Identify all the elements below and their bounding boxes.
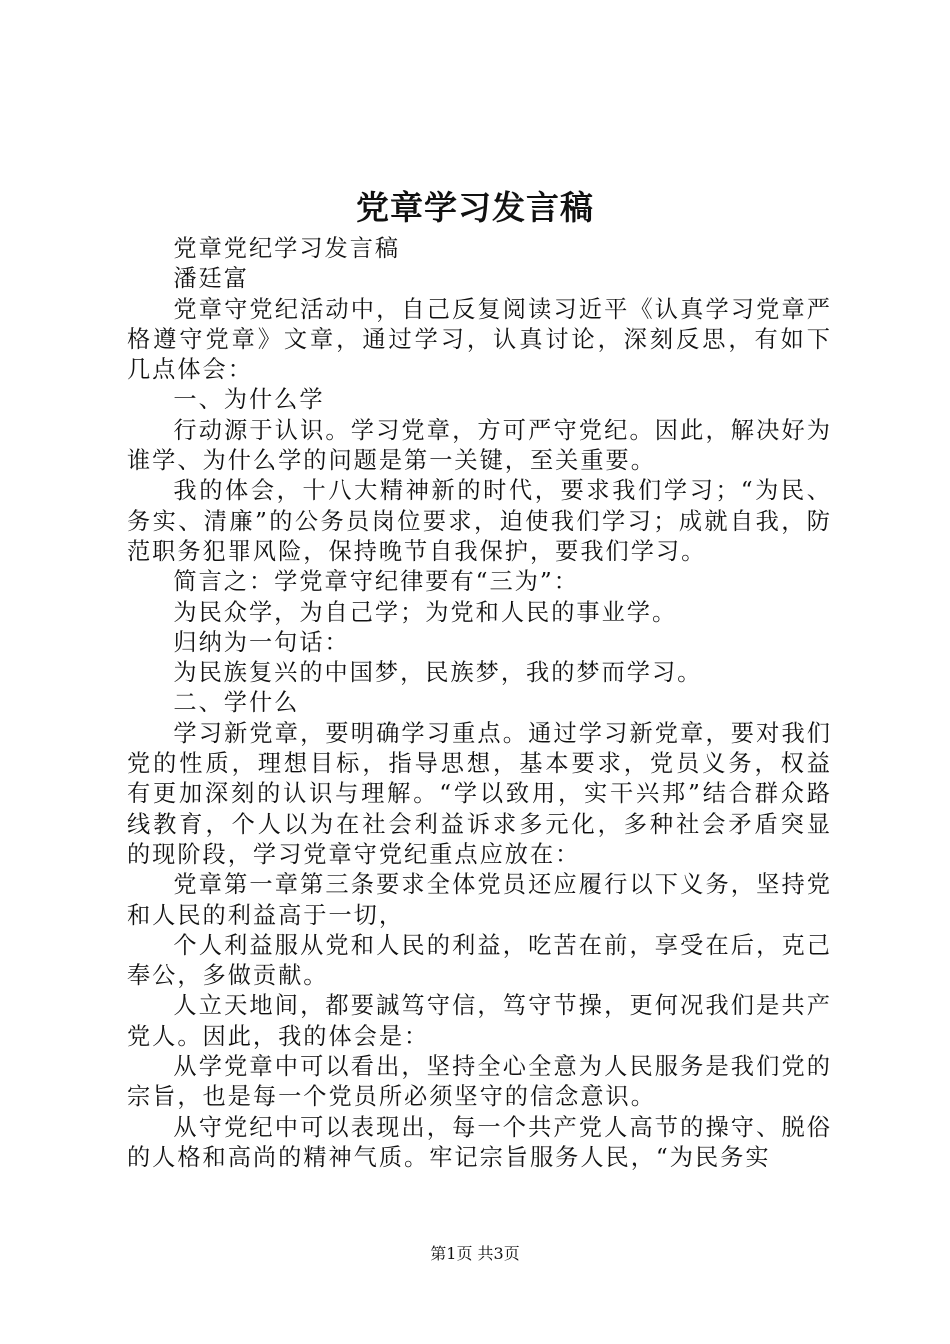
paragraph: 为民众学，为自己学；为党和人民的事业学。 (173, 598, 678, 626)
section-heading: 二、学什么 (173, 689, 300, 717)
paragraph: 从守党纪中可以表现出，每一个共产党人高节的操守、脱俗的人格和高尚的精神气质。牢记宗旨服务人民，“为民务实 (127, 1113, 832, 1171)
paragraph: 从学党章中可以看出，坚持全心全意为人民服务是我们党的宗旨，也是每一个党员所必须坚守的信念意识。 (127, 1053, 832, 1111)
paragraph: 学习新党章，要明确学习重点。通过学习新党章，要对我们党的性质，理想目标，指导思想，基本要求，党员义务，权益有更加深刻的认识与理解。“学以致用，实干兴邦”结合群众路线教育，个人以为在社会利益诉求多元化，多种社会矛盾突显的现阶段，学习党章守党纪重点应放在： (127, 719, 832, 868)
paragraph: 简言之：学党章守纪律要有“三为”： (173, 568, 579, 596)
paragraph: 我的体会，十八大精神新的时代，要求我们学习；“为民、务实、清廉”的公务员岗位要求，迫使我们学习；成就自我，防范职务犯罪风险，保持晚节自我保护，要我们学习。 (127, 477, 832, 565)
document-body (127, 234, 832, 1173)
document-title: 党章学习发言稿 (356, 188, 594, 227)
page-footer: 第1页 共3页 (430, 1244, 520, 1263)
paragraph: 党章第一章第三条要求全体党员还应履行以下义务，坚持党和人民的利益高于一切， (127, 871, 832, 929)
paragraph: 归纳为一句话： (173, 628, 350, 656)
paragraph: 党章守党纪活动中，自己反复阅读习近平《认真学习党章严格遵守党章》文章，通过学习，认真讨论，深刻反思，有如下几点体会： (127, 295, 832, 384)
paragraph: 行动源于认识。学习党章，方可严守党纪。因此，解决好为谁学、为什么学的问题是第一关键，至关重要。 (127, 416, 832, 475)
paragraph: 为民族复兴的中国梦，民族梦，我的梦而学习。 (173, 659, 703, 687)
section-heading: 一、为什么学 (173, 386, 325, 414)
paragraph-subtitle: 党章党纪学习发言稿 (173, 235, 401, 262)
paragraph: 人立天地间，都要誠笃守信，笃守节操，更何况我们是共产党人。因此，我的体会是： (127, 992, 832, 1050)
paragraph: 个人利益服从党和人民的利益，吃苦在前，享受在后，克己奉公，多做贡献。 (127, 931, 832, 990)
paragraph-author: 潘廷富 (173, 265, 249, 293)
